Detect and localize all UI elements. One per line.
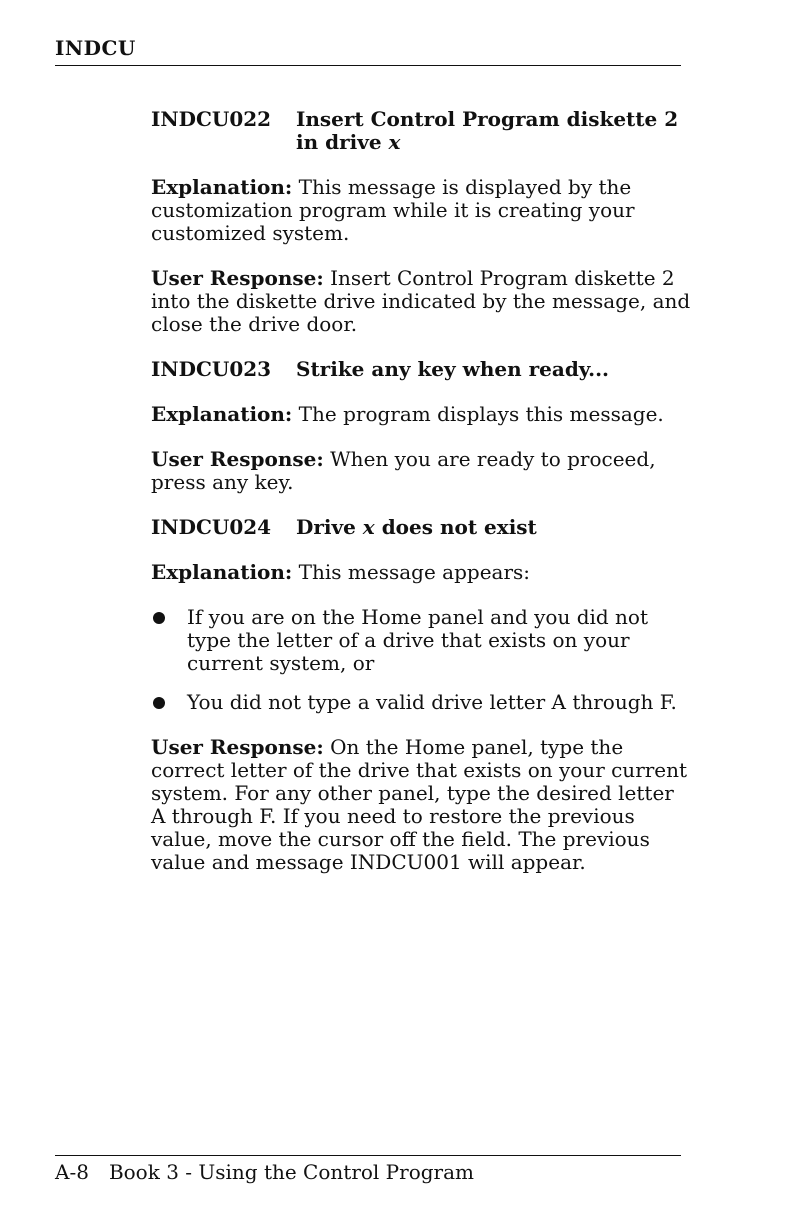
- footer-rule: [55, 1155, 681, 1156]
- explanation-text: The program displays this message.: [298, 402, 664, 426]
- response-paragraph: [151, 448, 691, 494]
- message-heading: [151, 358, 691, 381]
- page-footer: [55, 1160, 474, 1184]
- explanation-text: This message is displayed by the customization program while it is creating your customized system.: [151, 175, 635, 245]
- message-heading: [151, 108, 691, 154]
- message-id: INDCU023: [151, 357, 272, 381]
- response-label: User Response:: [151, 735, 324, 759]
- explanation-label: Explanation:: [151, 560, 293, 584]
- response-label: User Response:: [151, 447, 324, 471]
- message-id: INDCU022: [151, 107, 272, 131]
- explanation-paragraph: [151, 561, 691, 584]
- explanation-paragraph: [151, 176, 691, 245]
- message-indcu022: [151, 108, 691, 336]
- book-title: Book 3 - Using the Control Program: [108, 1160, 474, 1184]
- bullet-list: [151, 606, 691, 714]
- explanation-text: This message appears:: [298, 560, 531, 584]
- bullet-icon: [153, 612, 165, 624]
- message-list: [151, 108, 691, 874]
- response-paragraph: [151, 267, 691, 336]
- page-number: A-8: [55, 1160, 89, 1184]
- response-text: Insert Control Program diskette 2 into the diskette drive indicated by the message, and close the drive door.: [151, 266, 691, 336]
- explanation-label: Explanation:: [151, 175, 293, 199]
- message-title: Insert Control Program diskette 2 in drive x: [296, 107, 679, 154]
- header-rule: [55, 65, 681, 66]
- message-indcu024: [151, 516, 691, 874]
- list-item: If you are on the Home panel and you did not type the letter of a drive that exists on your current system, or: [151, 606, 691, 675]
- list-item: You did not type a valid drive letter A through F.: [151, 691, 691, 714]
- message-id: INDCU024: [151, 515, 272, 539]
- message-heading: [151, 516, 691, 539]
- message-indcu023: [151, 358, 691, 494]
- response-label: User Response:: [151, 266, 324, 290]
- response-text: On the Home panel, type the correct letter of the drive that exists on your current system. For any other panel, type the desired letter A through F. If you need to restore the previous value, move the cursor off the field. The previous value and message INDCU001 will appear.: [151, 735, 688, 874]
- explanation-paragraph: [151, 403, 691, 426]
- response-paragraph: [151, 736, 691, 874]
- bullet-icon: [153, 697, 165, 709]
- response-text: When you are ready to proceed, press any key.: [151, 447, 656, 494]
- explanation-label: Explanation:: [151, 402, 293, 426]
- running-head: INDCU: [55, 36, 136, 60]
- message-title: Strike any key when ready...: [296, 357, 610, 381]
- message-title: Drive x does not exist: [296, 515, 537, 539]
